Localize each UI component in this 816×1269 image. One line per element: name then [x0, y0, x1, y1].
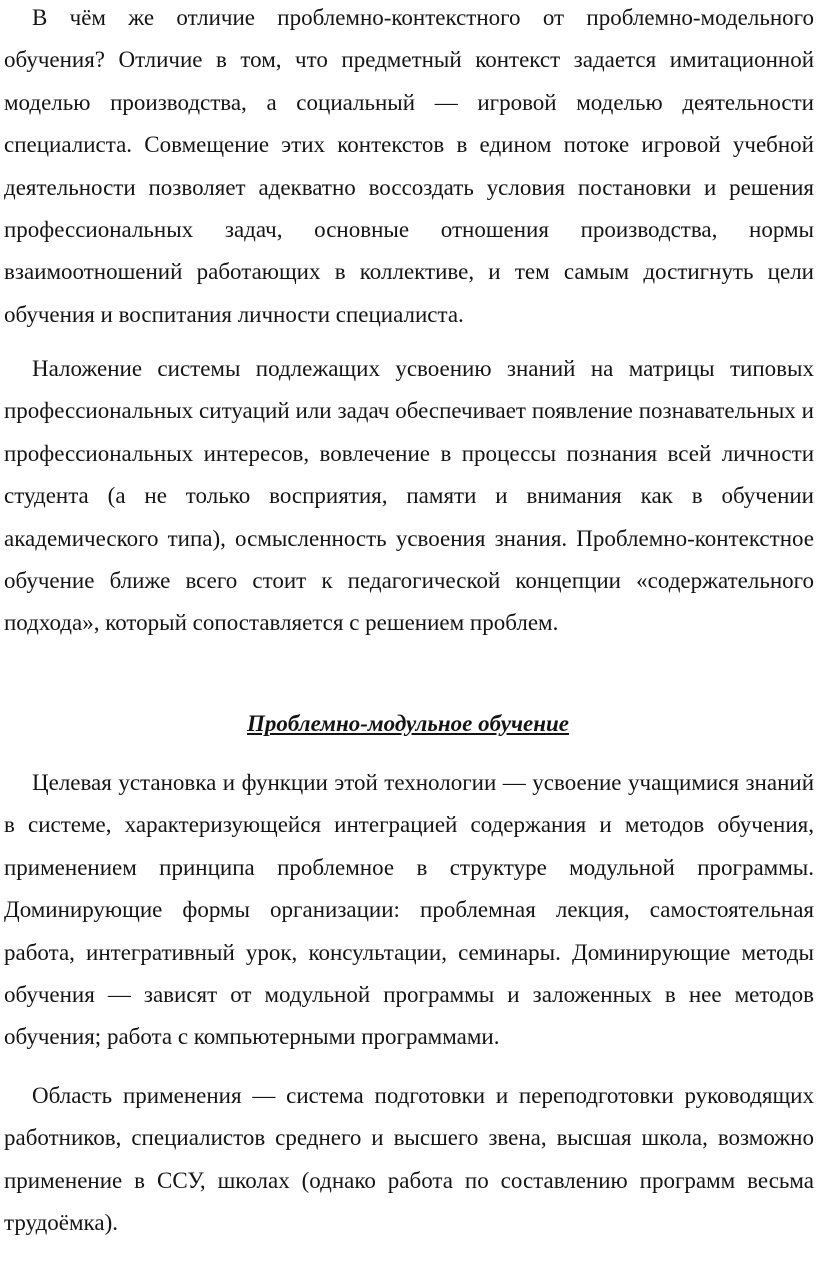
- section-heading: Проблемно-модульное обучение: [246, 711, 570, 736]
- paragraph-knowledge-matrices: Наложение системы подлежащих усвоению знаний на матрицы типовых профессиональных ситуаций или задач обеспечивает появление познавательных и профессиональных интересов, вовлечение в процессы познания всей личности студента (а не только восприятия, памяти и внимания как в обучении академического типа), осмысленность усвоения знания. Проблемно-контекстное обучение ближе всего стоит к педагогической концепции «содержательного подхода», который сопоставляется с решением проблем.: [4, 356, 814, 636]
- paragraph-context-vs-model: В чём же отличие проблемно-контекстного от проблемно-модельного обучения? Отличие в том, что предметный контекст задается имитационной моделью производства, а социальный — игровой моделью деятельности специалиста. Совмещение этих контекстов в едином потоке игровой учебной деятельности позволяет адекватно воссоздать условия постановки и решения профессиональных задач, основные отношения производства, нормы взаимоотношений работающих в коллективе, и тем самым достигнуть цели обучения и воспитания личности специалиста.: [4, 5, 814, 327]
- paragraph-target-functions: Целевая установка и функции этой технологии — усвоение учащимися знаний в системе, характеризующейся интеграцией содержания и методов обучения, применением принципа проблемное в структуре модульной программы. Доминирующие формы организации: проблемная лекция, самостоятельная работа, интегративный урок, консультации, семинары. Доминирующие методы обучения — зависят от модульной программы и заложенных в нее методов обучения; работа с компьютерными программами.: [4, 770, 814, 1050]
- paragraph-application-area: Область применения — система подготовки и переподготовки руководящих работников, специалистов среднего и высшего звена, высшая школа, возможно применение в ССУ, школах (однако работа по составлению программ весьма трудоёмка).: [4, 1083, 814, 1236]
